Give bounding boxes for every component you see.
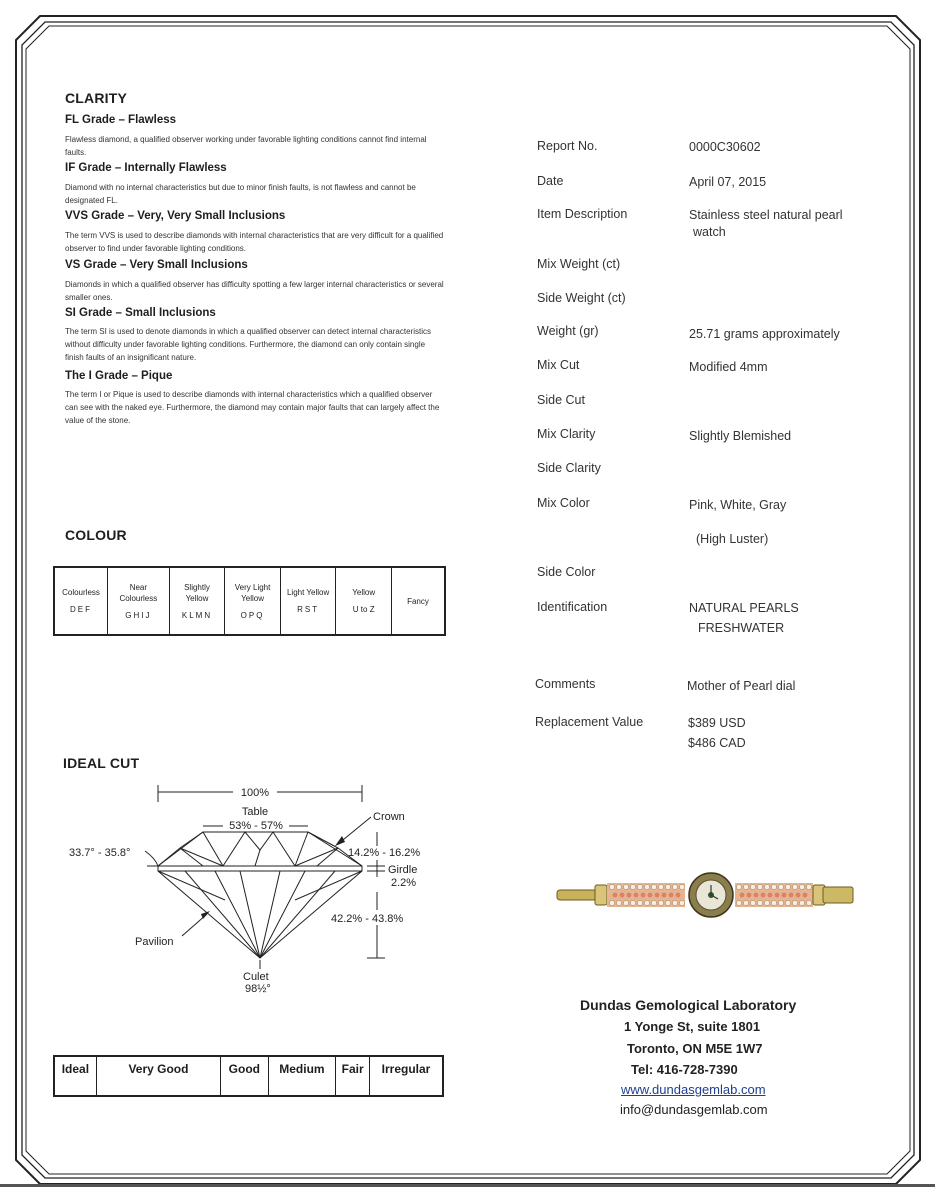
colour-grades: KLMN [181,610,213,620]
cut-grade-cell: Very Good [96,1056,220,1096]
grade-description: Diamond with no internal characteristics but due to minor finish faults, is not flawless and cannot be designated FL. [65,183,416,205]
grade-description: The term VVS is used to describe diamonds with internal characteristics that are very difficult for a qualified observer to find under favorable lighting conditions. [65,231,444,253]
grade-title: The I Grade – Pique [65,370,173,382]
colour-cell [280,567,336,635]
table-range: 53% - 57% [229,820,283,832]
colour-cell [54,567,108,635]
weight-value: 25.71 grams approximately [689,327,840,341]
bottom-rule [0,1184,935,1187]
colour-grades: DEF [70,605,92,614]
colour-cell [225,567,281,635]
grade-description: Diamonds in which a qualified observer has difficulty spotting a few larger internal characteristics or several smaller ones. [65,280,444,302]
identification-value-line2: FRESHWATER [698,621,785,635]
mix-weight-label: Mix Weight (ct) [537,257,621,271]
cut-grade-cell: Irregular [370,1056,443,1096]
item-description-value: Stainless steel natural pearl [689,208,843,222]
grade-title: IF Grade – Internally Flawless [65,162,227,174]
report-number-label: Report No. [537,139,598,153]
colour-cell [391,567,445,635]
pavilion-label: Pavilion [135,936,174,948]
mix-color-label: Mix Color [537,496,590,510]
colour-cell [336,567,392,635]
culet-value: 98½° [245,983,271,995]
grade-description: Flawless diamond, a qualified observer working under favorable lighting conditions cannot find internal faults. [65,135,427,157]
grade-title: VS Grade – Very Small Inclusions [65,259,248,271]
left-band [607,883,685,907]
colour-name: Colourless [62,588,100,597]
side-weight-label: Side Weight (ct) [537,291,626,305]
side-clarity-label: Side Clarity [537,461,601,475]
ideal-cut-heading: IDEAL CUT [63,755,140,771]
mix-color-value: Pink, White, Gray [689,498,787,512]
replacement-value-usd: $389 USD [688,716,746,730]
total-width-label: 100% [240,787,270,799]
report-number-value: 0000C30602 [689,140,761,154]
colour-cell [169,567,225,635]
pavilion-depth: 42.2% - 43.8% [331,913,404,925]
replacement-value-cad: $486 CAD [688,736,746,750]
cut-grade-table [53,1055,444,1097]
colour-scale-table [53,566,446,636]
grade-description: The term SI is used to denote diamonds in which a qualified observer can detect internal characteristics without difficulty under favorable lighting conditions. Furthermore, the diamond can only contain single finish faults of an insignificant nature. [65,327,431,362]
colour-grades: GHIJ [125,610,152,620]
colour-name: Slightly Yellow [184,582,210,603]
crown-height: 14.2% - 16.2% [348,847,421,859]
side-cut-label: Side Cut [537,393,585,407]
watch-photo [555,872,860,922]
side-color-label: Side Color [537,565,596,579]
colour-grades: OPQ [240,610,265,620]
colour-name: Very Light Yellow [234,582,271,603]
diamond-cut-diagram [55,780,445,1000]
colour-grades: U to Z [352,605,375,614]
cut-grade-cell: Ideal [54,1056,96,1096]
identification-value: NATURAL PEARLS [689,601,799,615]
date-label: Date [537,174,564,188]
lab-phone: Tel: 416-728-7390 [631,1062,738,1077]
grade-title: VVS Grade – Very, Very Small Inclusions [65,210,286,222]
cut-grade-cell: Good [221,1056,268,1096]
clarity-heading: CLARITY [65,90,128,106]
lab-website-link[interactable]: www.dundasgemlab.com [621,1082,766,1097]
grade-title: FL Grade – Flawless [65,114,177,126]
lab-name: Dundas Gemological Laboratory [580,997,797,1013]
mix-cut-value: Modified 4mm [689,360,768,374]
cut-grade-cell: Fair [336,1056,370,1096]
mix-color-value-line2: (High Luster) [696,532,769,546]
colour-name: Near Colourless [119,582,158,603]
mix-clarity-label: Mix Clarity [537,427,596,441]
comments-label: Comments [535,677,596,691]
item-description-label: Item Description [537,207,628,221]
colour-name: Yellow [352,588,376,597]
comments-value: Mother of Pearl dial [687,679,796,693]
lab-address-line1: 1 Yonge St, suite 1801 [624,1019,761,1034]
colour-name: Light Yellow [286,588,330,597]
grade-description: The term I or Pique is used to describe diamonds with internal characteristics which a qualified observer can see with the naked eye. Furthermore, the diamond may contain major faults that can largely affect the value of the stone. [65,390,440,425]
replacement-value-label: Replacement Value [535,715,644,729]
colour-heading: COLOUR [65,527,127,543]
crown-label: Crown [373,811,405,823]
mix-clarity-value: Slightly Blemished [689,429,792,443]
lab-email: info@dundasgemlab.com [620,1102,768,1117]
date-value: April 07, 2015 [689,175,767,189]
weight-label: Weight (gr) [537,324,599,338]
cut-grade-cell: Medium [268,1056,336,1096]
grade-title: SI Grade – Small Inclusions [65,307,216,319]
culet-label: Culet [243,971,269,983]
right-band [735,883,813,907]
girdle-label: Girdle [388,864,418,876]
item-description-value-line2: watch [693,225,726,239]
colour-name: Fancy [407,596,429,606]
colour-cell [108,567,170,635]
crown-angle: 33.7° - 35.8° [69,847,131,859]
girdle-value: 2.2% [391,877,417,889]
colour-grades: RST [297,605,320,614]
lab-address-line2: Toronto, ON M5E 1W7 [627,1041,763,1056]
table-label: Table [241,806,269,818]
mix-cut-label: Mix Cut [537,358,580,372]
identification-label: Identification [537,600,608,614]
diamond-outline [158,832,362,958]
